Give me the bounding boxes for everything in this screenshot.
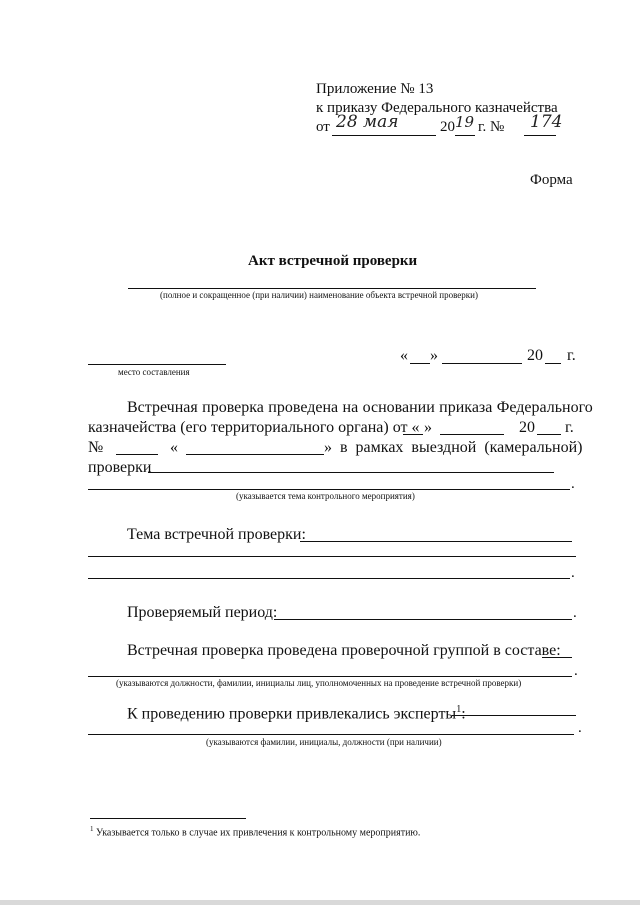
place-field[interactable] [88, 364, 226, 365]
group-caption: (указываются должности, фамилии, инициалы лиц, уполномоченных на проведение встречной проверки) [116, 678, 522, 688]
document-title: Акт встречной проверки [248, 253, 418, 269]
order-number-underline [524, 135, 556, 136]
group-field-line-2[interactable] [88, 676, 572, 677]
order-name-open-quote: « [170, 439, 178, 456]
order-year-field[interactable] [537, 434, 561, 435]
date-year-field[interactable] [545, 363, 561, 364]
basis-line-2: казначейства (его территориального органа) от « [88, 419, 420, 436]
inspection-topic-line-3[interactable] [88, 578, 570, 579]
group-label: Встречная проверка проведена проверочной группой в составе: [127, 642, 561, 659]
order-month-field[interactable] [440, 434, 504, 435]
handwritten-order-number: 174 [530, 112, 563, 132]
order-number-prefix: г. № [478, 119, 505, 135]
page-bottom-edge [0, 900, 640, 905]
year-prefix: 20 [440, 119, 455, 135]
basis-close-quote: » [424, 419, 432, 436]
order-number-sign: № [88, 439, 104, 456]
inspection-topic-dot: . [571, 565, 575, 581]
month-field[interactable] [442, 363, 522, 364]
inspection-type-field[interactable] [148, 472, 554, 473]
experts-label [127, 700, 466, 724]
topic-caption: (указывается тема контрольного мероприятия) [236, 491, 415, 501]
experts-caption: (указываются фамилии, инициалы, должности (при наличии) [206, 737, 442, 747]
order-name-field[interactable] [186, 454, 324, 455]
experts-colon: : [461, 705, 466, 723]
basis-line-4: проверки [88, 459, 152, 476]
form-label: Форма [530, 172, 573, 188]
date-year-suffix: г. [567, 347, 576, 364]
group-field[interactable] [542, 657, 572, 658]
basis-line-1: Встречная проверка проведена на основании приказа Федерального [127, 399, 593, 416]
handwritten-year: 19 [455, 113, 475, 131]
object-name-caption: (полное и сокращенное (при наличии) наименование объекта встречной проверки) [160, 290, 478, 300]
date-year-prefix: 20 [527, 347, 543, 364]
experts-field-line-2[interactable] [88, 734, 574, 735]
handwritten-date: 28 мая [336, 112, 399, 132]
topic-field-dot: . [571, 476, 575, 492]
place-caption: место составления [118, 367, 190, 377]
inspection-topic-field[interactable] [300, 541, 572, 542]
inspection-topic-line-2[interactable] [88, 556, 576, 557]
object-name-field[interactable] [128, 288, 536, 289]
order-day-field[interactable] [403, 434, 423, 435]
footnote-marker: 1 [90, 825, 94, 833]
date-underline [332, 135, 436, 136]
order-reference: к приказу Федерального казначейства [316, 100, 558, 116]
inspection-topic-label: Тема встречной проверки: [127, 526, 306, 543]
basis-year-suffix: г. [565, 419, 574, 436]
basis-year-prefix: 20 [519, 419, 535, 436]
experts-footnote-ref: 1 [456, 704, 462, 715]
period-dot: . [573, 605, 577, 621]
period-label: Проверяемый период: [127, 604, 278, 621]
period-field[interactable] [274, 619, 572, 620]
experts-field[interactable] [452, 715, 576, 716]
date-prefix: от [316, 119, 330, 135]
topic-field[interactable] [88, 489, 570, 490]
group-dot: . [574, 663, 578, 679]
footnote [90, 823, 420, 839]
footnote-separator [90, 818, 246, 819]
open-quote: « [400, 347, 408, 364]
year-underline [455, 135, 475, 136]
appendix-label: Приложение № 13 [316, 81, 434, 97]
experts-label-text: К проведению проверки привлекались эксперты [127, 705, 457, 723]
close-quote: » [430, 347, 438, 364]
footnote-text: Указывается только в случае их привлечения к контрольному мероприятию. [96, 827, 421, 839]
basis-line-3: » в рамках выездной (камеральной) [324, 439, 583, 456]
basis-order-number-field[interactable] [116, 454, 158, 455]
day-field[interactable] [410, 363, 430, 364]
experts-dot: . [578, 720, 582, 736]
